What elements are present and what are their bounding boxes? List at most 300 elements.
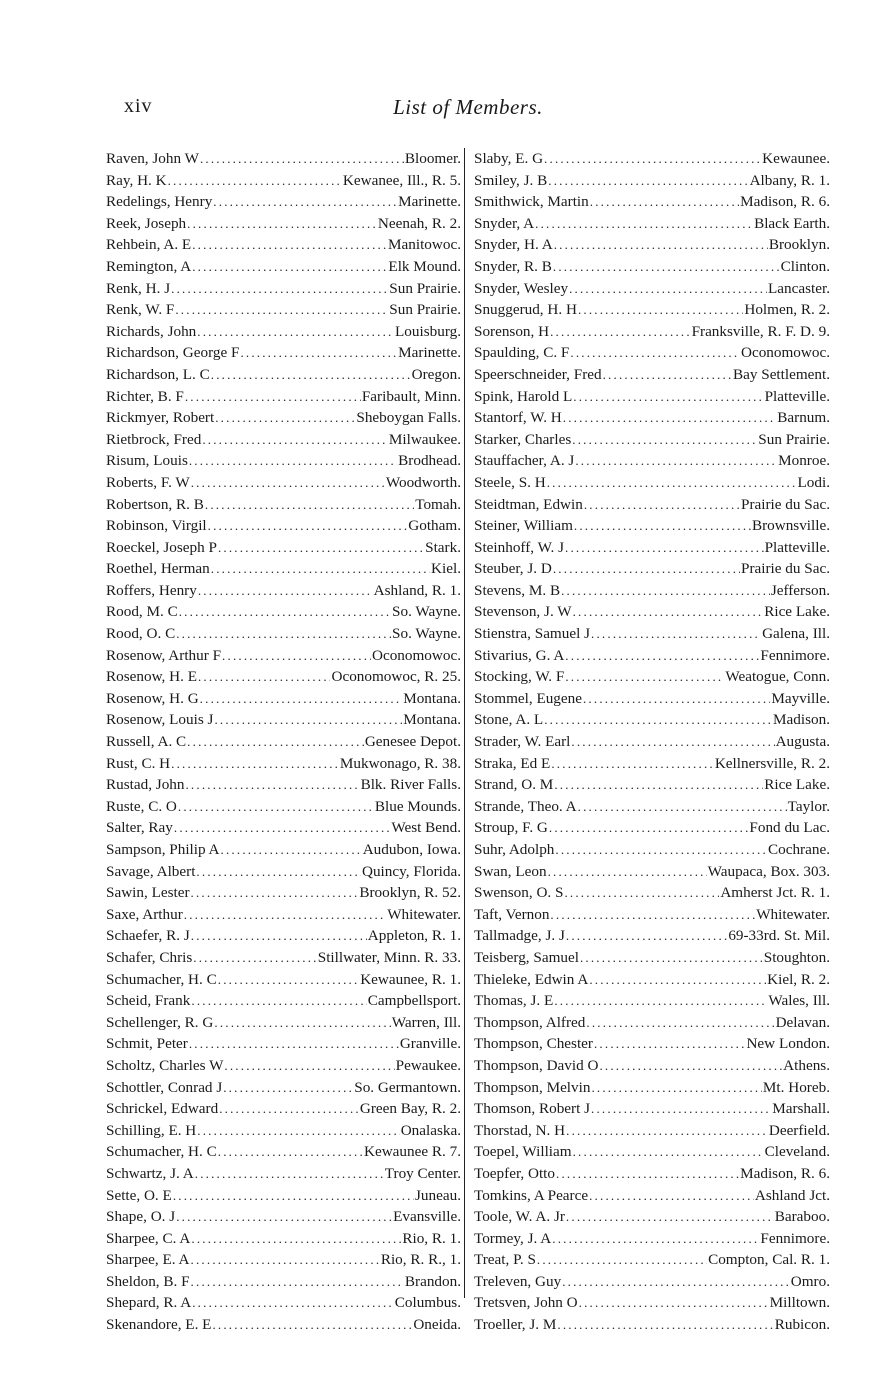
member-location: Ashland, R. 1. <box>373 581 461 599</box>
member-entry <box>106 861 461 883</box>
member-name: Rietbrock, Fred <box>106 430 202 448</box>
member-name: Robinson, Virgil <box>106 517 207 535</box>
leader-dots <box>213 191 397 213</box>
member-name: Roethel, Herman <box>106 560 210 578</box>
member-name: Renk, W. F <box>106 301 175 319</box>
member-entry <box>106 969 461 991</box>
member-name: Suhr, Adolph <box>474 841 555 858</box>
member-location: Sun Prairie. <box>389 279 461 297</box>
leader-dots <box>573 386 763 408</box>
leader-dots <box>191 1249 380 1271</box>
leader-dots <box>591 1098 771 1120</box>
member-name: Rosenow, Louis J <box>106 711 214 729</box>
leader-dots <box>198 580 373 602</box>
member-entry <box>106 623 461 645</box>
member-name: Smiley, J. B <box>474 171 548 189</box>
member-location: Deerfield. <box>768 1121 830 1139</box>
member-entry <box>106 515 461 537</box>
member-entry <box>106 450 461 472</box>
member-location: Louisburg. <box>395 322 461 340</box>
leader-dots <box>197 1120 399 1142</box>
member-name: Thompson, Chester <box>474 1035 593 1053</box>
leader-dots <box>189 1033 399 1055</box>
member-name: Remington, A <box>106 257 192 275</box>
member-entry <box>474 1163 830 1185</box>
member-entry <box>106 774 461 796</box>
member-location: Columbus. <box>394 1294 461 1312</box>
member-entry <box>474 709 830 731</box>
member-location: Kellnersville, R. 2. <box>714 754 830 772</box>
member-entry <box>474 688 830 710</box>
member-name: Rosenow, Arthur F <box>106 646 222 664</box>
leader-dots <box>208 515 408 537</box>
member-name: Salter, Ray <box>106 819 173 837</box>
member-location: Marinette. <box>398 344 461 362</box>
leader-dots <box>200 148 404 170</box>
member-location: Rice Lake. <box>764 603 830 621</box>
leader-dots <box>589 1185 754 1207</box>
member-location: Stoughton. <box>763 948 830 966</box>
member-name: Schmit, Peter <box>106 1035 188 1053</box>
member-location: Wales, Ill. <box>768 992 830 1010</box>
member-entry <box>474 731 830 753</box>
leader-dots <box>599 1055 782 1077</box>
leader-dots <box>594 1033 746 1055</box>
leader-dots <box>197 321 394 343</box>
member-entry <box>474 515 830 537</box>
member-location: Jefferson. <box>770 581 830 599</box>
member-location: Woodworth. <box>385 473 461 491</box>
member-entry <box>106 882 461 904</box>
member-name: Spink, Harold L <box>474 387 573 405</box>
member-entry <box>106 796 461 818</box>
member-location: Brodhead. <box>398 452 461 470</box>
member-name: Smithwick, Martin <box>474 193 589 211</box>
leader-dots <box>584 494 740 516</box>
member-name: Rickmyer, Robert <box>106 409 215 427</box>
member-name: Rustad, John <box>106 776 185 794</box>
member-entry <box>474 494 830 516</box>
member-location: Oconomowoc. <box>741 344 830 362</box>
member-entry <box>106 645 461 667</box>
member-location: Pewaukee. <box>395 1056 461 1074</box>
member-name: Toepel, William <box>474 1143 572 1161</box>
member-location: 69-33rd. St. Mil. <box>728 927 830 945</box>
member-name: Richter, B. F <box>106 387 184 405</box>
member-name: Treleven, Guy <box>474 1272 562 1290</box>
leader-dots <box>178 796 374 818</box>
leader-dots <box>580 947 763 969</box>
member-name: Scheid, Frank <box>106 992 191 1010</box>
member-entry <box>106 904 461 926</box>
member-entry <box>474 364 830 386</box>
member-entry <box>106 148 461 170</box>
leader-dots <box>215 407 355 429</box>
leader-dots <box>554 990 767 1012</box>
leader-dots <box>548 861 707 883</box>
member-location: Monroe. <box>778 452 830 470</box>
member-entry <box>474 537 830 559</box>
member-location: Galena, Ill. <box>762 625 830 643</box>
member-name: Straka, Ed E <box>474 754 551 772</box>
member-entry <box>106 1228 461 1250</box>
leader-dots <box>192 1292 394 1314</box>
member-name: Stevens, M. B <box>474 581 561 599</box>
page-header <box>108 95 828 125</box>
member-name: Thompson, Melvin <box>474 1078 591 1096</box>
member-location: Green Bay, R. 2. <box>359 1100 461 1118</box>
member-name: Rosenow, H. E <box>106 668 197 686</box>
member-entry <box>106 1206 461 1228</box>
member-name: Ruste, C. O <box>106 797 177 815</box>
member-entry <box>106 407 461 429</box>
member-entry <box>474 1077 830 1099</box>
column-divider <box>464 148 465 1298</box>
member-location: Waupaca, Box. 303. <box>707 862 830 880</box>
leader-dots <box>572 429 757 451</box>
member-location: Neenah, R. 2. <box>377 214 461 232</box>
member-location: Quincy, Florida. <box>362 862 461 880</box>
member-location: Rio, R. 1. <box>402 1229 461 1247</box>
leader-dots <box>191 1271 404 1293</box>
leader-dots <box>565 537 764 559</box>
member-location: Stillwater, Minn. R. 33. <box>317 948 461 966</box>
member-name: Thomas, J. E <box>474 992 554 1010</box>
member-name: Strader, W. Earl <box>474 733 571 751</box>
leader-dots <box>571 731 774 753</box>
member-entry <box>106 709 461 731</box>
leader-dots <box>589 969 766 991</box>
member-location: Brooklyn. <box>768 236 830 254</box>
leader-dots <box>202 429 388 451</box>
member-location: Platteville. <box>764 538 830 556</box>
member-entry <box>106 1292 461 1314</box>
member-entry <box>106 1077 461 1099</box>
leader-dots <box>200 688 403 710</box>
member-name: Steidtman, Edwin <box>474 495 583 513</box>
member-name: Starker, Charles <box>474 430 572 448</box>
member-entry <box>474 904 830 926</box>
member-entry <box>474 1185 830 1207</box>
member-location: Bloomer. <box>404 150 461 167</box>
leader-dots <box>579 1292 769 1314</box>
member-location: Stark. <box>425 538 461 556</box>
leader-dots <box>185 774 359 796</box>
member-name: Raven, John W <box>106 150 199 167</box>
member-name: Tallmadge, J. J <box>474 927 565 945</box>
member-entry <box>474 386 830 408</box>
member-location: Whitewater. <box>756 905 830 923</box>
member-entry <box>106 817 461 839</box>
member-name: Rood, M. C <box>106 603 178 621</box>
member-name: Redelings, Henry <box>106 193 213 211</box>
member-location: Marshall. <box>772 1100 830 1118</box>
member-name: Swenson, O. S <box>474 884 564 902</box>
member-entry <box>474 882 830 904</box>
leader-dots <box>222 645 371 667</box>
member-entry <box>106 666 461 688</box>
member-name: Schumacher, H. C <box>106 1143 217 1161</box>
page-title: List of Members. <box>393 95 543 119</box>
member-entry <box>106 580 461 602</box>
member-name: Schumacher, H. C <box>106 970 217 988</box>
member-location: Sheboygan Falls. <box>356 409 461 427</box>
member-entry <box>106 537 461 559</box>
leader-dots <box>574 515 751 537</box>
leader-dots <box>205 494 414 516</box>
member-name: Thompson, David O <box>474 1056 599 1074</box>
member-name: Sharpee, C. A <box>106 1229 191 1247</box>
leader-dots <box>554 234 768 256</box>
leader-dots <box>187 731 364 753</box>
member-entry <box>474 1314 830 1336</box>
member-location: Delavan. <box>775 1013 830 1031</box>
member-location: Evansville. <box>393 1208 461 1226</box>
member-entry <box>474 407 830 429</box>
member-location: Franksville, R. F. D. 9. <box>691 322 830 340</box>
leader-dots <box>554 774 763 796</box>
member-entry <box>474 213 830 235</box>
member-location: Albany, R. 1. <box>749 171 830 189</box>
leader-dots <box>192 234 387 256</box>
member-entry <box>474 278 830 300</box>
member-name: Stivarius, G. A <box>474 646 565 664</box>
member-entry <box>474 969 830 991</box>
member-entry <box>474 148 830 170</box>
member-location: Campbellsport. <box>367 992 461 1010</box>
member-entry <box>106 299 461 321</box>
member-entry <box>474 1206 830 1228</box>
member-name: Stroup, F. G <box>474 819 548 837</box>
member-location: Blk. River Falls. <box>360 776 461 794</box>
member-name: Russell, A. C <box>106 733 187 751</box>
member-entry <box>474 645 830 667</box>
leader-dots <box>591 1077 761 1099</box>
member-entry <box>474 558 830 580</box>
leader-dots <box>586 1012 774 1034</box>
member-name: Savage, Albert <box>106 862 196 880</box>
left-column <box>106 148 461 1336</box>
member-location: Juneau. <box>415 1186 461 1204</box>
member-entry <box>474 170 830 192</box>
member-name: Thomson, Robert J <box>474 1100 591 1118</box>
member-location: Kewaunee, R. 1. <box>360 970 461 988</box>
leader-dots <box>218 1141 363 1163</box>
member-name: Stommel, Eugene <box>474 689 582 707</box>
member-location: Faribault, Minn. <box>361 387 461 405</box>
leader-dots <box>198 666 331 688</box>
leader-dots <box>212 1314 412 1336</box>
member-name: Richards, John <box>106 322 197 340</box>
leader-dots <box>195 1163 384 1185</box>
member-name: Rust, C. H <box>106 754 171 772</box>
member-location: Oconomowoc, R. 25. <box>331 668 461 686</box>
member-location: Rice Lake. <box>764 776 830 794</box>
member-entry <box>474 450 830 472</box>
member-entry <box>474 429 830 451</box>
member-name: Schottler, Conrad J <box>106 1078 223 1096</box>
leader-dots <box>544 148 761 170</box>
member-name: Shepard, R. A <box>106 1294 192 1312</box>
member-location: Kewaunee. <box>762 150 830 167</box>
member-location: Montana. <box>403 689 461 707</box>
member-location: Sun Prairie. <box>758 430 830 448</box>
member-entry <box>474 1033 830 1055</box>
leader-dots <box>224 1055 394 1077</box>
member-name: Snyder, A <box>474 214 535 232</box>
member-location: Ashland Jct. <box>754 1186 830 1204</box>
leader-dots <box>552 1228 759 1250</box>
leader-dots <box>566 925 727 947</box>
member-entry <box>474 1249 830 1271</box>
leader-dots <box>570 342 740 364</box>
member-entry <box>474 1228 830 1250</box>
leader-dots <box>240 342 397 364</box>
member-name: Richardson, George F <box>106 344 240 362</box>
member-entry <box>106 839 461 861</box>
member-location: Compton, Cal. R. 1. <box>708 1251 830 1269</box>
leader-dots <box>591 623 761 645</box>
leader-dots <box>578 299 743 321</box>
member-entry <box>474 342 830 364</box>
member-entry <box>474 580 830 602</box>
member-entry <box>106 321 461 343</box>
member-name: Tomkins, A Pearce <box>474 1186 589 1204</box>
leader-dots <box>196 861 361 883</box>
member-location: Oconomowoc. <box>372 646 461 664</box>
leader-dots <box>211 364 411 386</box>
member-name: Troeller, J. M <box>474 1316 557 1334</box>
member-location: Rubicon. <box>774 1316 830 1334</box>
member-name: Roffers, Henry <box>106 581 197 599</box>
leader-dots <box>548 170 748 192</box>
leader-dots <box>185 386 361 408</box>
member-entry <box>106 1271 461 1293</box>
member-location: Cleveland. <box>764 1143 830 1161</box>
member-location: So. Wayne. <box>392 603 461 621</box>
member-location: Mt. Horeb. <box>762 1078 830 1096</box>
member-name: Tretsven, John O <box>474 1294 578 1312</box>
member-name: Stone, A. L <box>474 711 544 729</box>
member-location: Appleton, R. 1. <box>367 927 461 945</box>
member-location: Rio, R. R., 1. <box>380 1251 461 1269</box>
leader-dots <box>173 1185 414 1207</box>
leader-dots <box>223 1077 353 1099</box>
member-entry <box>474 601 830 623</box>
member-name: Renk, H. J <box>106 279 171 297</box>
member-name: Sampson, Philip A <box>106 841 220 858</box>
member-location: Athens. <box>783 1056 830 1074</box>
leader-dots <box>176 623 391 645</box>
member-name: Thompson, Alfred <box>474 1013 586 1031</box>
member-entry <box>106 191 461 213</box>
leader-dots <box>553 558 740 580</box>
member-entry <box>106 990 461 1012</box>
member-name: Strande, Theo. A <box>474 797 577 815</box>
member-entry <box>474 1292 830 1314</box>
member-entry <box>474 774 830 796</box>
member-entry <box>106 213 461 235</box>
member-entry <box>474 861 830 883</box>
member-name: Sheldon, B. F <box>106 1272 190 1290</box>
leader-dots <box>555 839 767 861</box>
member-location: Prairie du Sac. <box>741 560 830 578</box>
member-name: Treat, P. S <box>474 1251 536 1269</box>
leader-dots <box>176 1206 392 1228</box>
leader-dots <box>564 882 719 904</box>
member-location: New London. <box>746 1035 830 1053</box>
member-name: Rosenow, H. G <box>106 689 199 707</box>
member-name: Slaby, E. G <box>474 150 544 167</box>
member-location: Augusta. <box>775 733 830 751</box>
member-name: Speerschneider, Fred <box>474 365 602 383</box>
leader-dots <box>191 990 366 1012</box>
member-location: Tomah. <box>415 495 461 513</box>
leader-dots <box>565 666 724 688</box>
member-location: Black Earth. <box>754 214 830 232</box>
member-name: Snuggerud, H. H <box>474 301 577 319</box>
member-entry <box>106 1033 461 1055</box>
member-name: Sorenson, H <box>474 322 550 340</box>
leader-dots <box>189 450 397 472</box>
member-location: Whitewater. <box>387 905 461 923</box>
leader-dots <box>549 817 749 839</box>
member-location: Taylor. <box>787 797 830 815</box>
member-location: Montana. <box>403 711 461 729</box>
leader-dots <box>171 278 388 300</box>
member-entry <box>474 234 830 256</box>
member-location: Holmen, R. 2. <box>744 301 830 319</box>
member-name: Stienstra, Samuel J <box>474 625 591 643</box>
member-name: Steiner, William <box>474 517 573 535</box>
member-entry <box>474 472 830 494</box>
member-name: Spaulding, C. F <box>474 344 570 362</box>
member-entry <box>106 753 461 775</box>
leader-dots <box>575 450 777 472</box>
member-location: Weatogue, Conn. <box>725 668 830 686</box>
leader-dots <box>565 645 759 667</box>
member-name: Ray, H. K <box>106 171 167 189</box>
member-location: Kiel, R. 2. <box>767 970 830 988</box>
member-location: Elk Mound. <box>388 257 461 275</box>
member-entry <box>474 990 830 1012</box>
leader-dots <box>573 601 764 623</box>
member-entry <box>106 1098 461 1120</box>
member-name: Snyder, Wesley <box>474 279 569 297</box>
member-location: Amherst Jct. R. 1. <box>720 884 830 902</box>
member-location: Fennimore. <box>760 646 830 664</box>
member-location: Milwaukee. <box>388 430 461 448</box>
member-entry <box>106 494 461 516</box>
member-location: So. Wayne. <box>392 625 461 643</box>
member-entry <box>474 299 830 321</box>
member-location: West Bend. <box>391 819 461 837</box>
member-entry <box>474 947 830 969</box>
member-entry <box>474 1012 830 1034</box>
member-name: Stocking, W. F <box>474 668 565 686</box>
member-name: Rood, O. C <box>106 625 176 643</box>
member-entry <box>106 472 461 494</box>
leader-dots <box>535 213 753 235</box>
member-entry <box>106 1163 461 1185</box>
member-location: Troy Center. <box>384 1164 461 1182</box>
member-location: Manitowoc. <box>388 236 461 254</box>
member-name: Roeckel, Joseph P <box>106 538 217 556</box>
leader-dots <box>566 1120 768 1142</box>
member-entry <box>474 839 830 861</box>
member-entry <box>106 342 461 364</box>
member-entry <box>474 817 830 839</box>
